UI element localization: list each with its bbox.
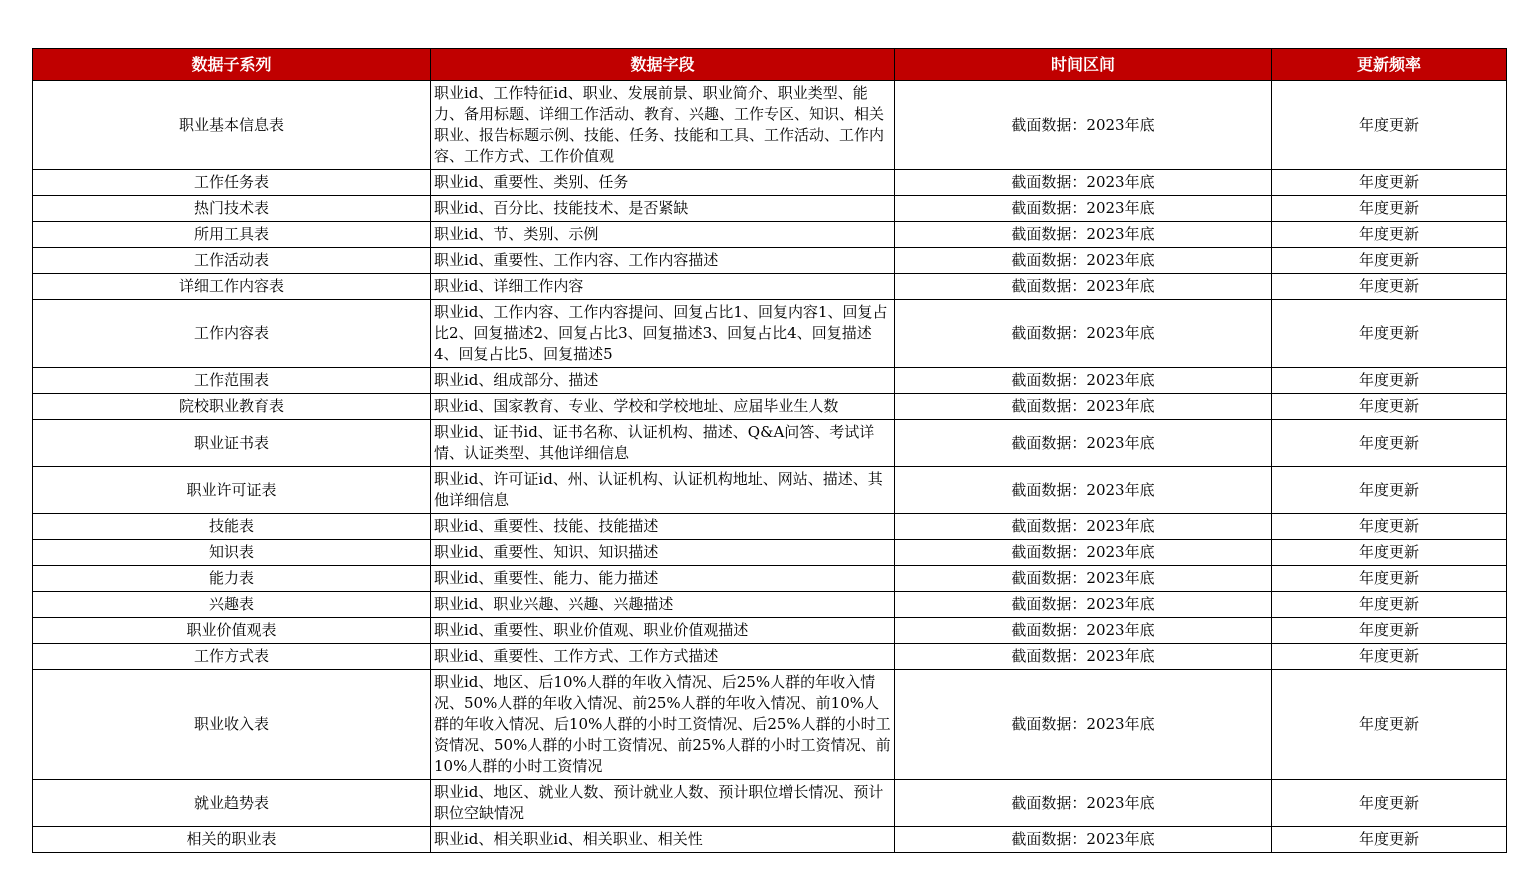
period-cell: 截面数据：2023年底 (895, 274, 1272, 300)
frequency-cell: 年度更新 (1272, 274, 1507, 300)
period-cell: 截面数据：2023年底 (895, 566, 1272, 592)
header-row (33, 49, 1507, 81)
series-name-cell: 兴趣表 (33, 592, 431, 618)
header-frequency: 更新频率 (1272, 49, 1507, 81)
fields-cell: 职业id、详细工作内容 (431, 274, 895, 300)
fields-cell: 职业id、重要性、工作内容、工作内容描述 (431, 248, 895, 274)
frequency-cell: 年度更新 (1272, 467, 1507, 514)
period-cell: 截面数据：2023年底 (895, 827, 1272, 853)
series-name-cell: 职业收入表 (33, 670, 431, 780)
period-cell: 截面数据：2023年底 (895, 420, 1272, 467)
table-row (33, 540, 1507, 566)
series-name-cell: 所用工具表 (33, 222, 431, 248)
period-cell: 截面数据：2023年底 (895, 514, 1272, 540)
fields-cell: 职业id、重要性、知识、知识描述 (431, 540, 895, 566)
series-name-cell: 相关的职业表 (33, 827, 431, 853)
fields-cell: 职业id、节、类别、示例 (431, 222, 895, 248)
series-name-cell: 详细工作内容表 (33, 274, 431, 300)
table-row (33, 592, 1507, 618)
period-cell: 截面数据：2023年底 (895, 368, 1272, 394)
header-series: 数据子系列 (33, 49, 431, 81)
fields-cell: 职业id、证书id、证书名称、认证机构、描述、Q&A问答、考试详情、认证类型、其他详细信息 (431, 420, 895, 467)
period-cell: 截面数据：2023年底 (895, 592, 1272, 618)
series-name-cell: 工作方式表 (33, 644, 431, 670)
frequency-cell: 年度更新 (1272, 196, 1507, 222)
frequency-cell: 年度更新 (1272, 368, 1507, 394)
series-name-cell: 工作任务表 (33, 170, 431, 196)
header-fields: 数据字段 (431, 49, 895, 81)
series-name-cell: 工作内容表 (33, 300, 431, 368)
fields-cell: 职业id、重要性、职业价值观、职业价值观描述 (431, 618, 895, 644)
series-name-cell: 职业证书表 (33, 420, 431, 467)
series-name-cell: 院校职业教育表 (33, 394, 431, 420)
frequency-cell: 年度更新 (1272, 300, 1507, 368)
table-row (33, 566, 1507, 592)
fields-cell: 职业id、许可证id、州、认证机构、认证机构地址、网站、描述、其他详细信息 (431, 467, 895, 514)
period-cell: 截面数据：2023年底 (895, 644, 1272, 670)
table-row (33, 670, 1507, 780)
period-cell: 截面数据：2023年底 (895, 467, 1272, 514)
period-cell: 截面数据：2023年底 (895, 196, 1272, 222)
frequency-cell: 年度更新 (1272, 248, 1507, 274)
table-row (33, 368, 1507, 394)
frequency-cell: 年度更新 (1272, 81, 1507, 170)
frequency-cell: 年度更新 (1272, 618, 1507, 644)
table-row (33, 222, 1507, 248)
fields-cell: 职业id、百分比、技能技术、是否紧缺 (431, 196, 895, 222)
series-name-cell: 能力表 (33, 566, 431, 592)
series-name-cell: 热门技术表 (33, 196, 431, 222)
period-cell: 截面数据：2023年底 (895, 540, 1272, 566)
frequency-cell: 年度更新 (1272, 827, 1507, 853)
period-cell: 截面数据：2023年底 (895, 670, 1272, 780)
frequency-cell: 年度更新 (1272, 566, 1507, 592)
table-row (33, 420, 1507, 467)
table-row (33, 274, 1507, 300)
table-row (33, 196, 1507, 222)
period-cell: 截面数据：2023年底 (895, 394, 1272, 420)
period-cell: 截面数据：2023年底 (895, 618, 1272, 644)
table-row (33, 300, 1507, 368)
frequency-cell: 年度更新 (1272, 540, 1507, 566)
table-row (33, 394, 1507, 420)
table-row (33, 644, 1507, 670)
table-row (33, 467, 1507, 514)
frequency-cell: 年度更新 (1272, 394, 1507, 420)
fields-cell: 职业id、国家教育、专业、学校和学校地址、应届毕业生人数 (431, 394, 895, 420)
period-cell: 截面数据：2023年底 (895, 300, 1272, 368)
fields-cell: 职业id、重要性、能力、能力描述 (431, 566, 895, 592)
period-cell: 截面数据：2023年底 (895, 222, 1272, 248)
period-cell: 截面数据：2023年底 (895, 81, 1272, 170)
table-body (33, 81, 1507, 853)
period-cell: 截面数据：2023年底 (895, 248, 1272, 274)
frequency-cell: 年度更新 (1272, 670, 1507, 780)
table-row (33, 170, 1507, 196)
fields-cell: 职业id、相关职业id、相关职业、相关性 (431, 827, 895, 853)
table-row (33, 81, 1507, 170)
frequency-cell: 年度更新 (1272, 170, 1507, 196)
data-series-table (32, 48, 1507, 853)
frequency-cell: 年度更新 (1272, 222, 1507, 248)
fields-cell: 职业id、地区、就业人数、预计就业人数、预计职位增长情况、预计职位空缺情况 (431, 780, 895, 827)
frequency-cell: 年度更新 (1272, 592, 1507, 618)
period-cell: 截面数据：2023年底 (895, 780, 1272, 827)
fields-cell: 职业id、工作内容、工作内容提问、回复占比1、回复内容1、回复占比2、回复描述2、回复占比3、回复描述3、回复占比4、回复描述4、回复占比5、回复描述5 (431, 300, 895, 368)
frequency-cell: 年度更新 (1272, 420, 1507, 467)
fields-cell: 职业id、职业兴趣、兴趣、兴趣描述 (431, 592, 895, 618)
table-row (33, 618, 1507, 644)
series-name-cell: 工作范围表 (33, 368, 431, 394)
fields-cell: 职业id、地区、后10%人群的年收入情况、后25%人群的年收入情况、50%人群的年收入情况、前25%人群的年收入情况、前10%人群的年收入情况、后10%人群的小时工资情况、后25%人群的小时工资情况、50%人群的小时工资情况、前25%人群的小时工资情况、前10%人群的小时工资情况 (431, 670, 895, 780)
series-name-cell: 知识表 (33, 540, 431, 566)
fields-cell: 职业id、工作特征id、职业、发展前景、职业简介、职业类型、能力、备用标题、详细工作活动、教育、兴趣、工作专区、知识、相关职业、报告标题示例、技能、任务、技能和工具、工作活动、工作内容、工作方式、工作价值观 (431, 81, 895, 170)
series-name-cell: 技能表 (33, 514, 431, 540)
fields-cell: 职业id、组成部分、描述 (431, 368, 895, 394)
fields-cell: 职业id、重要性、技能、技能描述 (431, 514, 895, 540)
header-period: 时间区间 (895, 49, 1272, 81)
table-row (33, 780, 1507, 827)
frequency-cell: 年度更新 (1272, 514, 1507, 540)
fields-cell: 职业id、重要性、类别、任务 (431, 170, 895, 196)
period-cell: 截面数据：2023年底 (895, 170, 1272, 196)
series-name-cell: 就业趋势表 (33, 780, 431, 827)
frequency-cell: 年度更新 (1272, 780, 1507, 827)
series-name-cell: 职业许可证表 (33, 467, 431, 514)
series-name-cell: 职业基本信息表 (33, 81, 431, 170)
frequency-cell: 年度更新 (1272, 644, 1507, 670)
series-name-cell: 工作活动表 (33, 248, 431, 274)
series-name-cell: 职业价值观表 (33, 618, 431, 644)
table-row (33, 248, 1507, 274)
table-row (33, 514, 1507, 540)
fields-cell: 职业id、重要性、工作方式、工作方式描述 (431, 644, 895, 670)
table-row (33, 827, 1507, 853)
